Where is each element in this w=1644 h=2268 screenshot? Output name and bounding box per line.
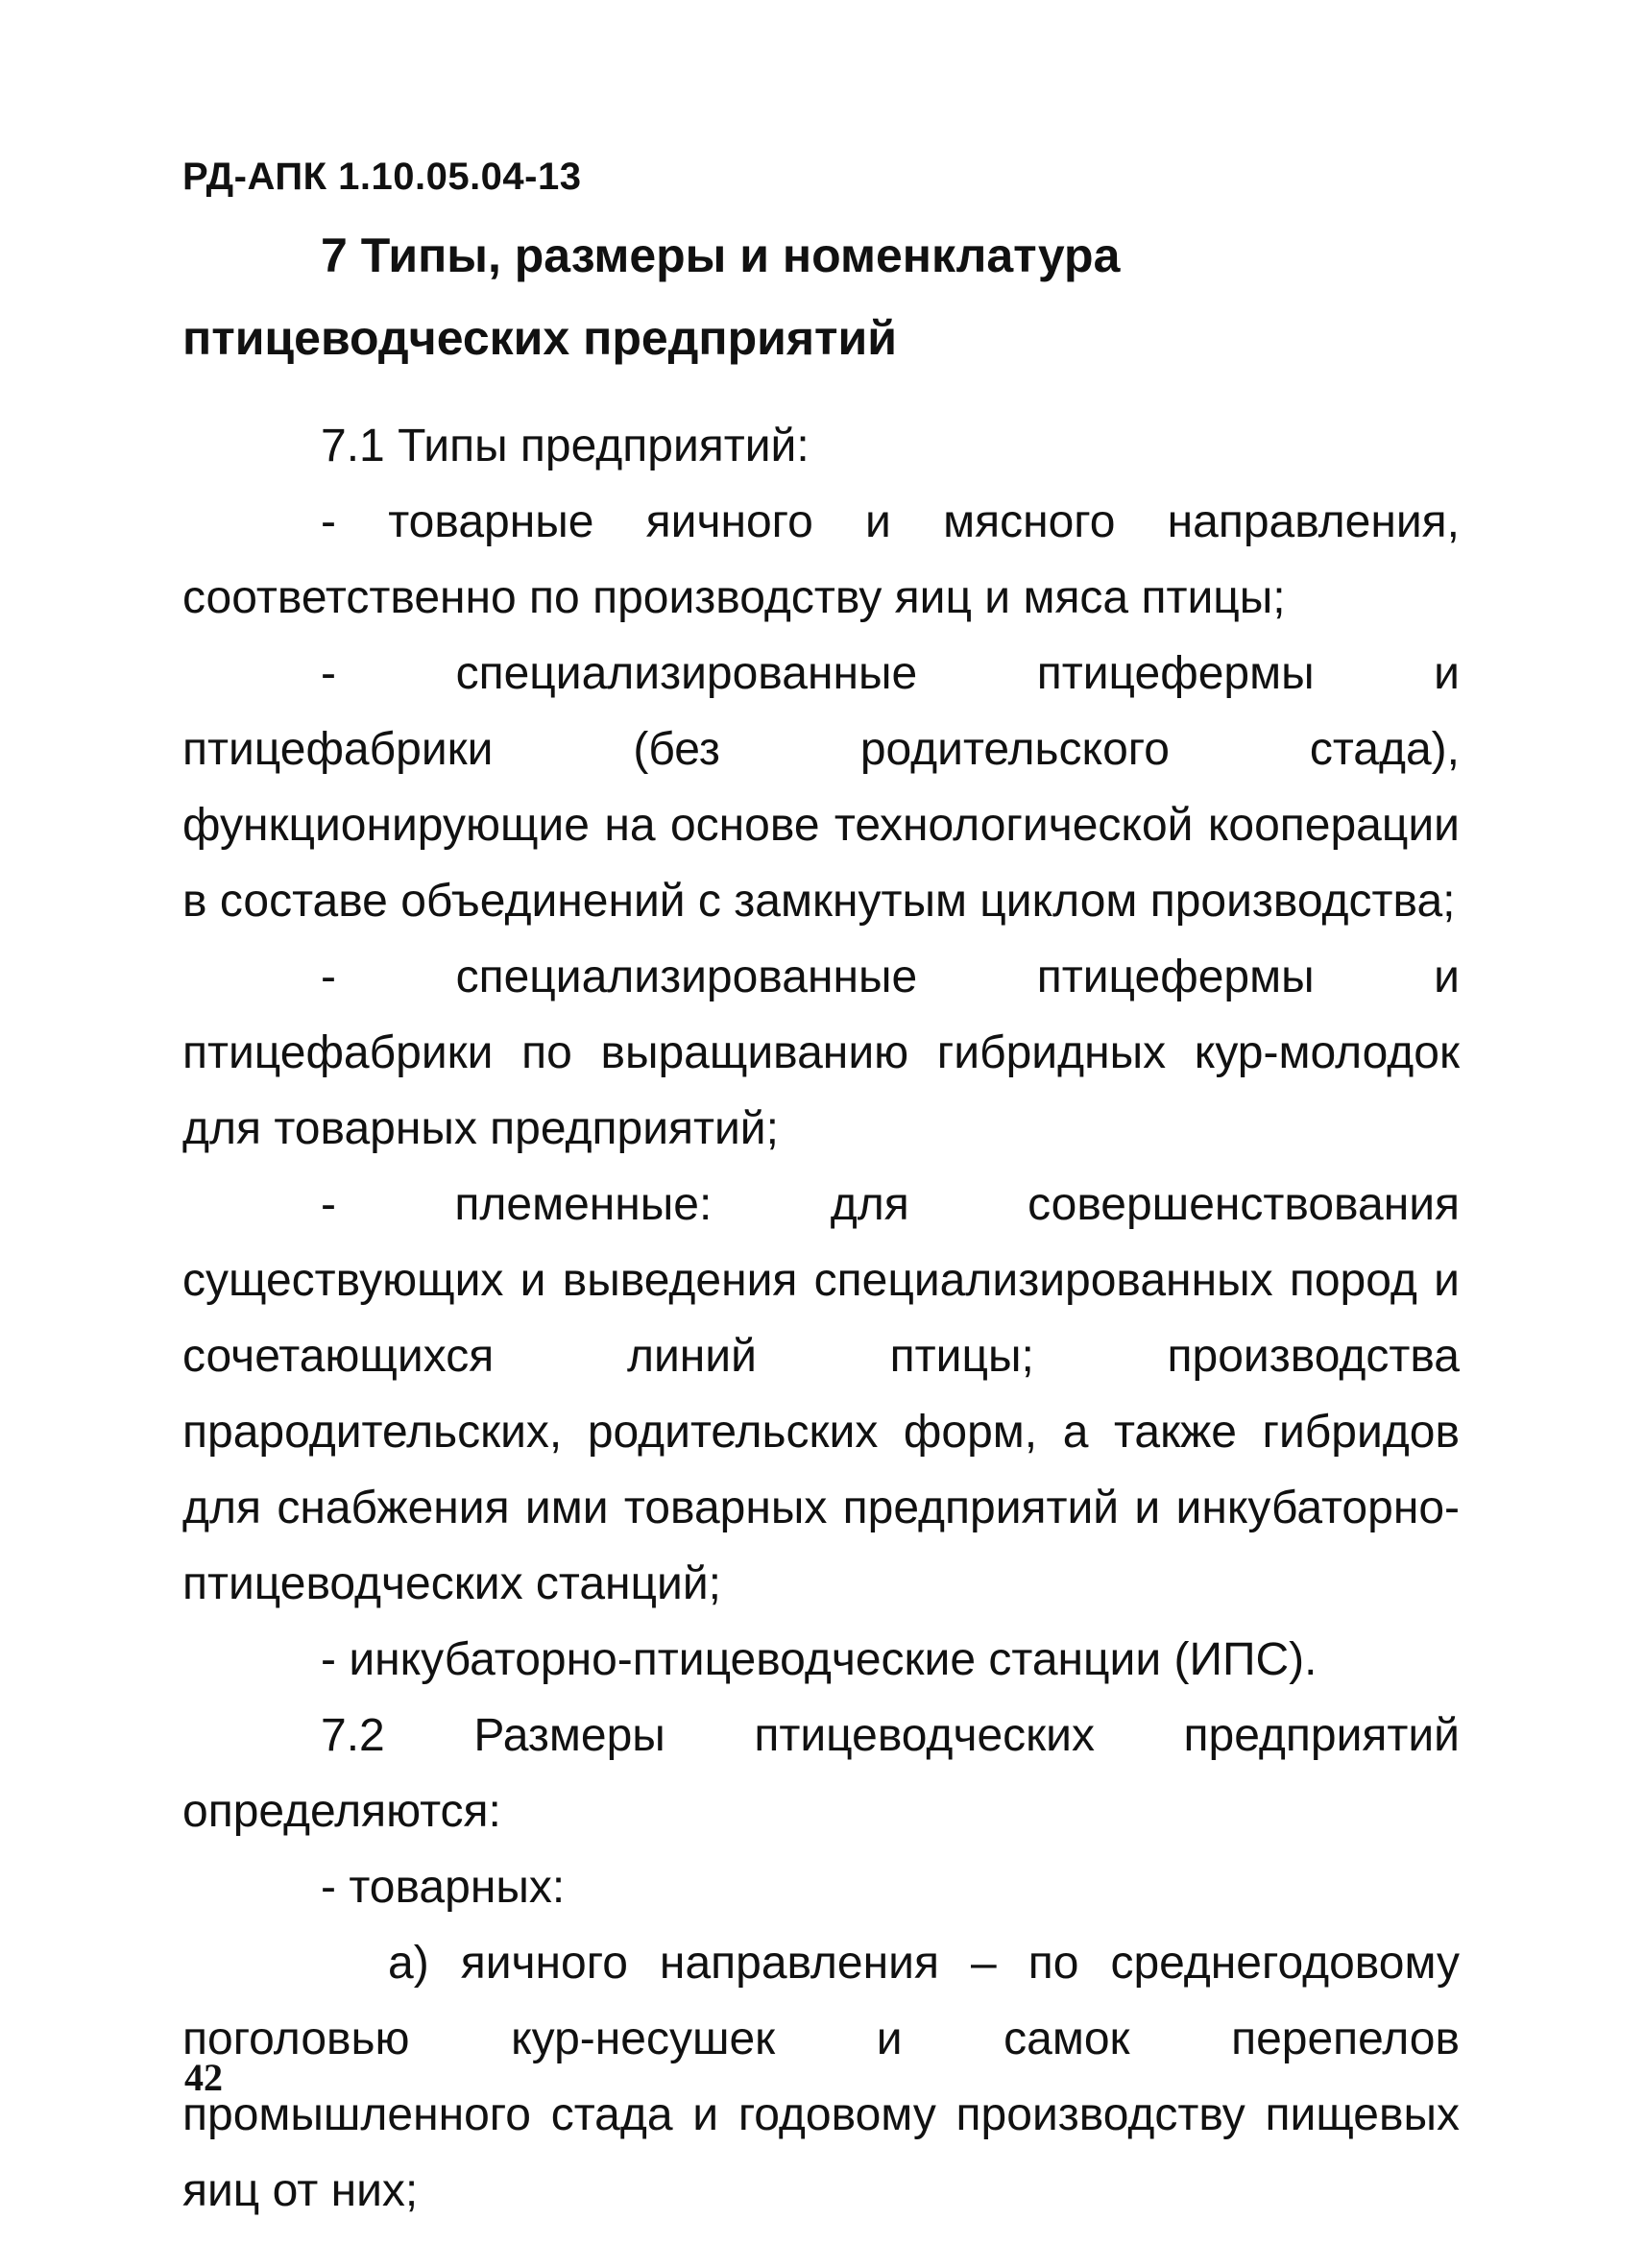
list-item-hybrid-pullets: - специализированные птицефермы и птицефабрики по выращиванию гибридных кур-молодок для товарных предприятий; <box>182 952 1460 1154</box>
list-item-egg-direction: а) яичного направления – по среднегодовому поголовью кур-несушек и самок перепелов промышленного стада и годовому производству пищевых яиц от них; <box>182 1938 1460 2216</box>
paragraph-7-2: 7.2 Размеры птицеводческих предприятий определяются: <box>182 1710 1460 1837</box>
list-item-commercial-sizes: - товарных: <box>321 1862 566 1913</box>
list-item-specialized-farms: - специализированные птицефермы и птицефабрики (без родительского стада), функционирующие на основе технологической кооперации в составе объединений с замкнутым циклом производства; <box>182 648 1460 927</box>
section-title-line-1: 7 Типы, размеры и номенклатура <box>321 229 1121 282</box>
page-number: 42 <box>184 2056 223 2099</box>
list-item-hatchery: - инкубаторно-птицеводческие станции (ИПС). <box>321 1634 1318 1685</box>
body-text <box>182 408 1460 2229</box>
document-code: РД-АПК 1.10.05.04-13 <box>182 156 582 198</box>
section-title-line-2: птицеводческих предприятий <box>182 311 898 365</box>
list-item-breeding: - племенные: для совершенствования существующих и выведения специализированных пород и сочетающихся линий птицы; производства прародительских, родительских форм, а также гибридов для снабжения ими товарных предприятий и инкубаторно-птицеводческих станций; <box>182 1179 1460 1609</box>
paragraph-7-1: 7.1 Типы предприятий: <box>321 421 810 471</box>
list-item-commercial: - товарные яичного и мясного направления, соответственно по производству яиц и мяса птицы; <box>182 496 1460 623</box>
